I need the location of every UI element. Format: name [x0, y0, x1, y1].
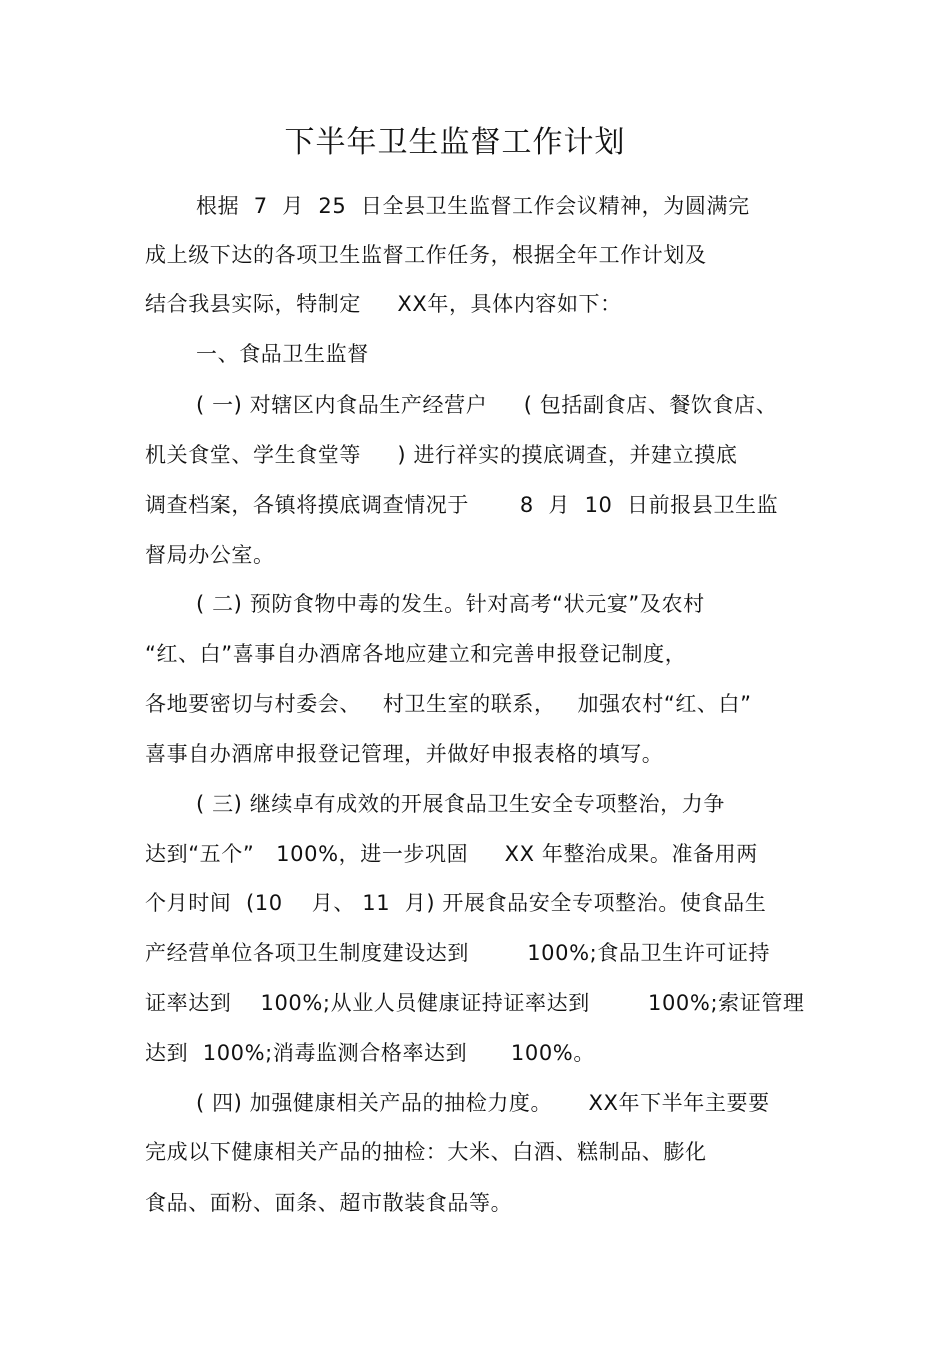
body-line: 机关食堂、学生食堂等 ) 进行祥实的摸底调查，并建立摸底 — [145, 443, 738, 467]
body-line: 结合我县实际，特制定 XX年，具体内容如下： — [145, 292, 622, 316]
body-line: 证率达到 100%;从业人员健康证持证率达到 100%;索证管理 — [145, 991, 805, 1015]
body-line: ( 四) 加强健康相关产品的抽检力度。 XX年下半年主要要 — [196, 1091, 770, 1115]
document-title: 下半年卫生监督工作计划 — [284, 125, 626, 160]
body-line: 根据 7 月 25 日全县卫生监督工作会议精神，为圆满完 — [196, 194, 750, 218]
body-line: ( 二) 预防食物中毒的发生。针对高考“状元宴”及农村 — [196, 592, 705, 616]
section-heading: 一、食品卫生监督 — [196, 342, 369, 366]
body-line: ( 一) 对辖区内食品生产经营户 ( 包括副食店、餐饮食店、 — [196, 393, 778, 417]
body-line: 督局办公室。 — [145, 543, 275, 567]
body-line: 完成以下健康相关产品的抽检：大米、白酒、糕制品、膨化 — [145, 1140, 707, 1164]
body-line: 食品、面粉、面条、超市散装食品等。 — [145, 1191, 513, 1215]
body-line: 达到 100%;消毒监测合格率达到 100%。 — [145, 1041, 595, 1065]
body-line: 调查档案，各镇将摸底调查情况于 8 月 10 日前报县卫生监 — [145, 493, 779, 517]
body-line: 喜事自办酒席申报登记管理，并做好申报表格的填写。 — [145, 742, 664, 766]
body-line: ( 三) 继续卓有成效的开展食品卫生安全专项整治，力争 — [196, 792, 725, 816]
body-line: 个月时间 (10 月、 11 月) 开展食品安全专项整治。使食品生 — [145, 891, 767, 915]
body-line: 达到“五个” 100%，进一步巩固 XX 年整治成果。准备用两 — [145, 842, 758, 866]
body-line: 产经营单位各项卫生制度建设达到 100%;食品卫生许可证持 — [145, 941, 771, 965]
body-line: “红、白”喜事自办酒席各地应建立和完善申报登记制度， — [145, 642, 687, 666]
body-line: 成上级下达的各项卫生监督工作任务，根据全年工作计划及 — [145, 243, 707, 267]
body-line: 各地要密切与村委会、 村卫生室的联系， 加强农村“红、白” — [145, 692, 752, 716]
